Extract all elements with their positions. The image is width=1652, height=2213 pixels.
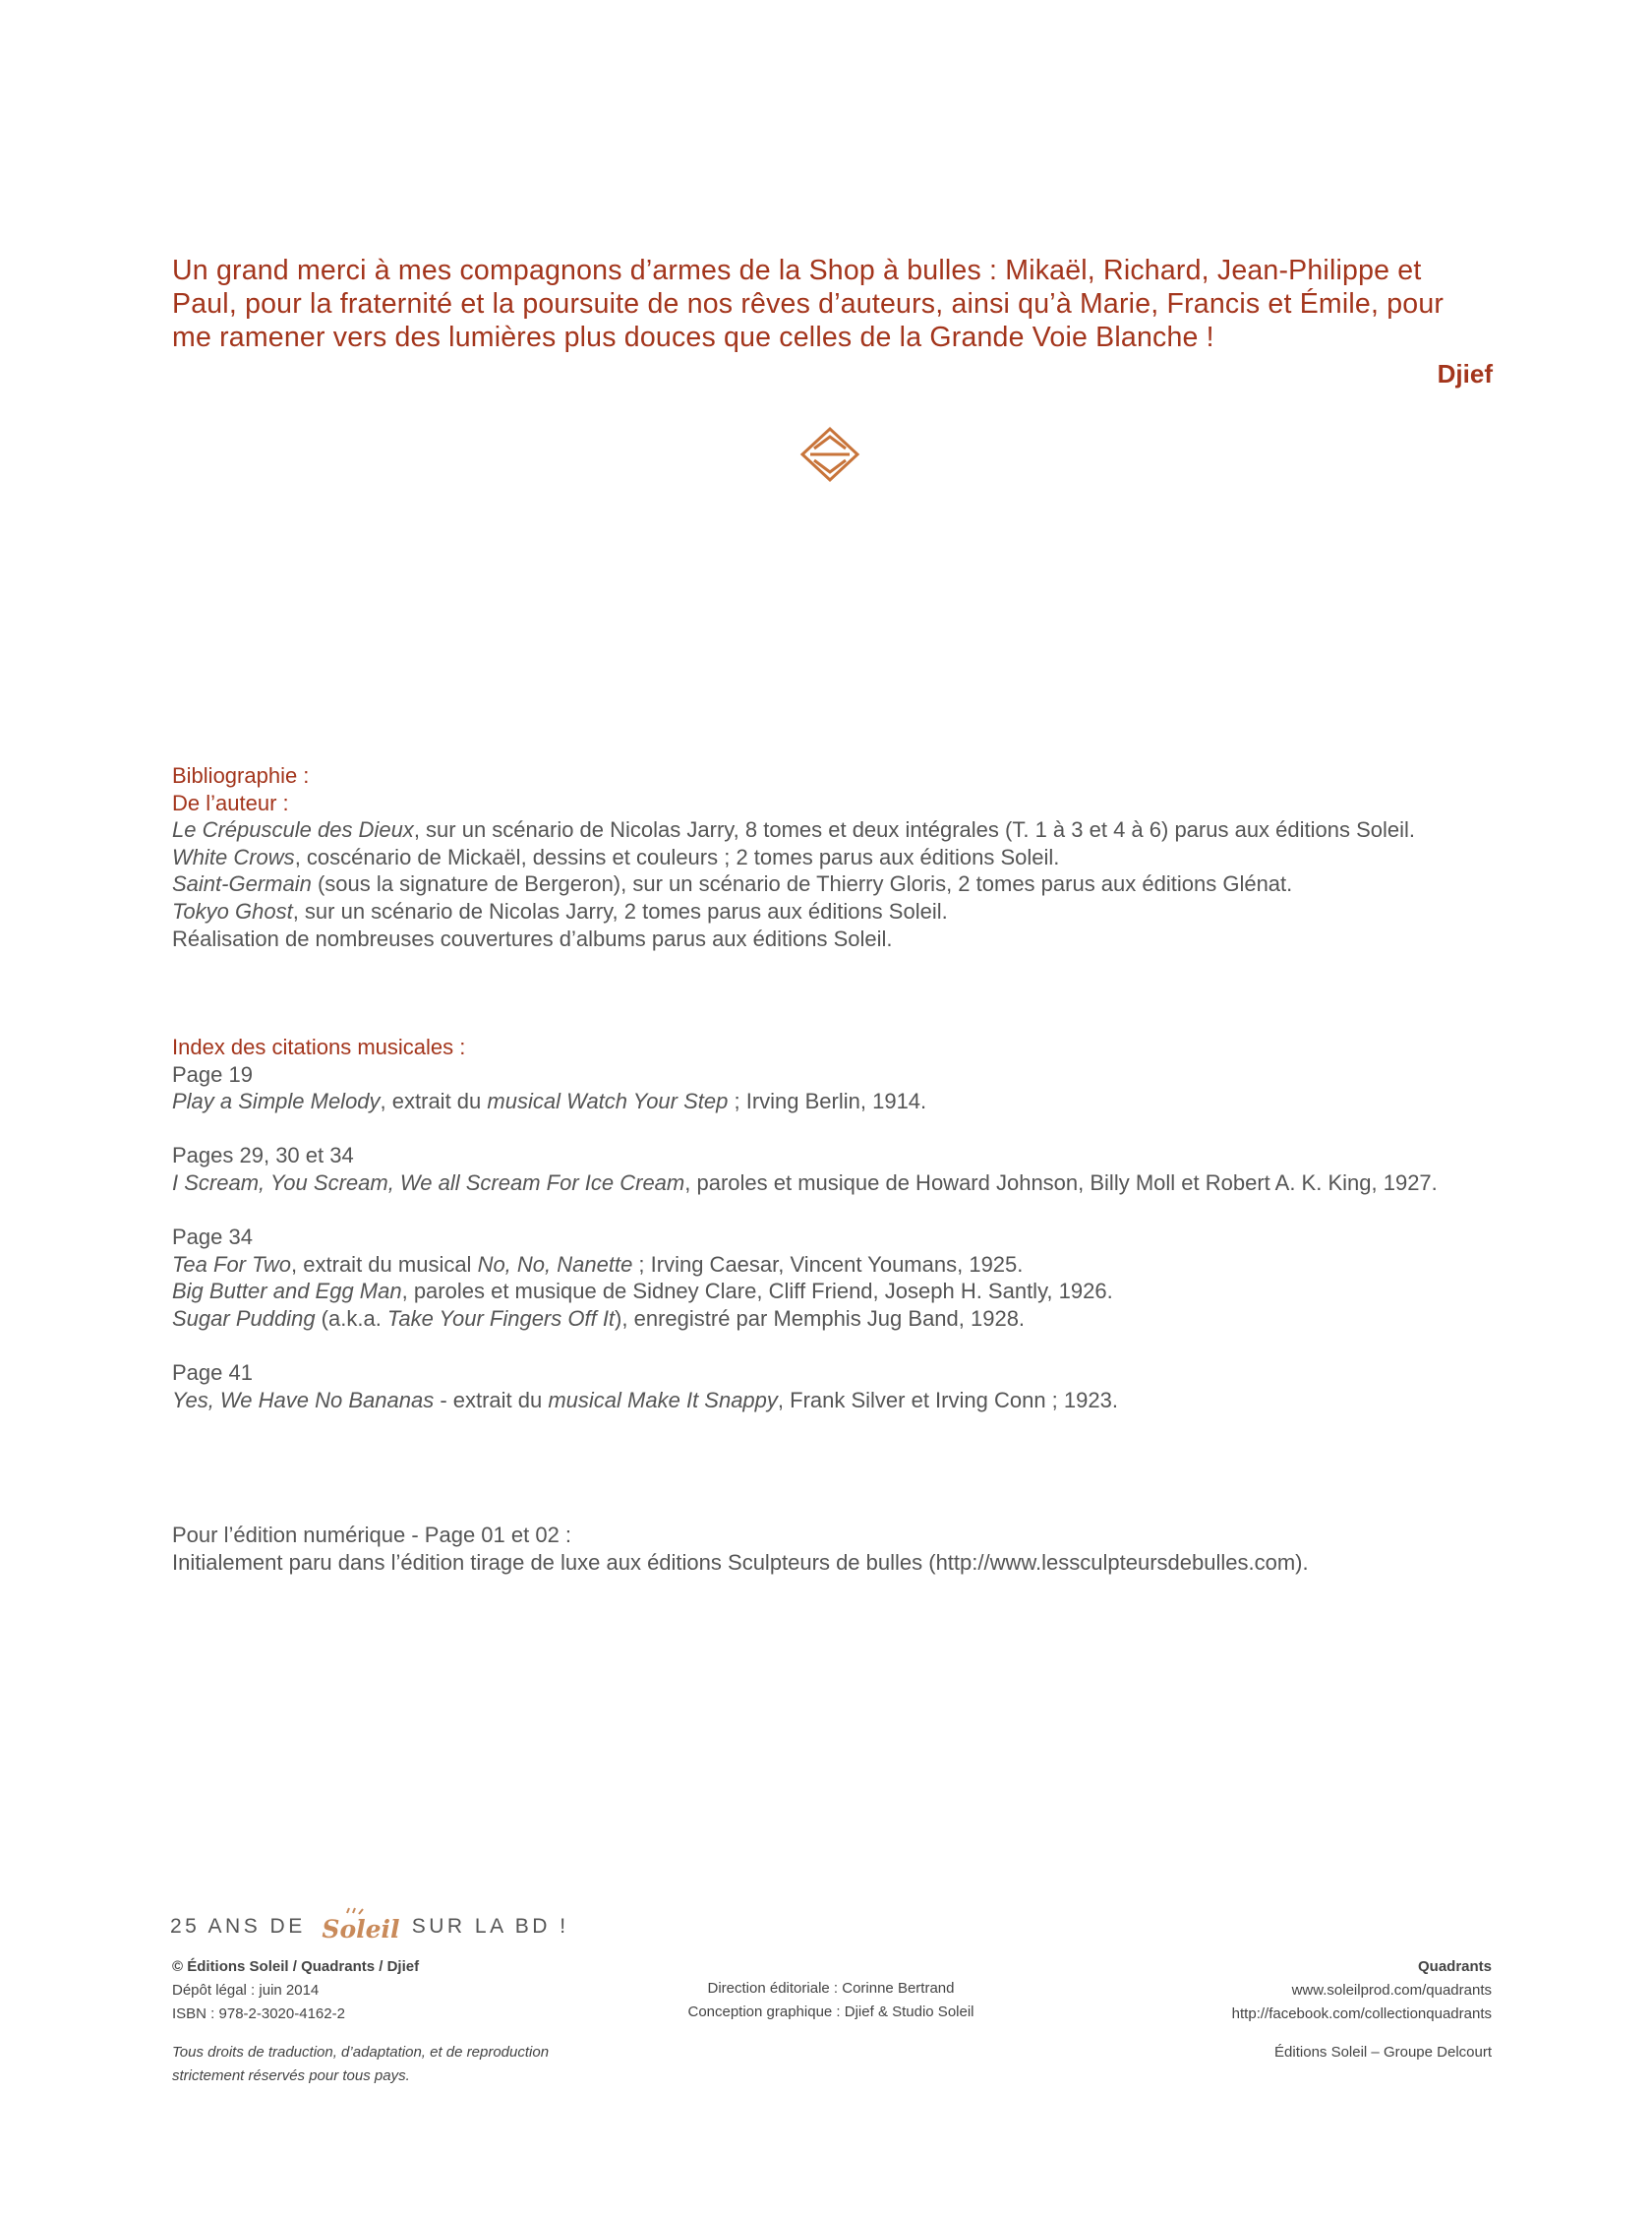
bibliography-subheading: De l’auteur : <box>172 790 289 815</box>
bibliography-entry <box>172 816 1509 844</box>
acknowledgements-line-3: me ramener vers des lumières plus douces que celles de la Grande Voie Blanche ! <box>172 322 1214 353</box>
work-details: , sur un scénario de Nicolas Jarry, 2 tomes parus aux éditions Soleil. <box>292 898 948 924</box>
citation-entry <box>172 1251 1509 1279</box>
song-title: I Scream, You Scream, We all Scream For Ice Cream <box>172 1169 685 1195</box>
citation-entry <box>172 1387 1509 1414</box>
song-title: Yes, We Have No Bananas <box>172 1387 435 1412</box>
bibliography-entry <box>172 898 1509 926</box>
work-title: Le Crépuscule des Dieux <box>172 817 414 843</box>
signature: Djief <box>1437 359 1493 389</box>
publisher-group: Éditions Soleil – Groupe Delcourt <box>1274 2044 1492 2061</box>
slogan-before: 25 ANS DE <box>170 1915 306 1938</box>
citation-mid: , extrait du <box>380 1089 488 1114</box>
song-title: Tea For Two <box>172 1251 292 1277</box>
page-reference: Page 34 <box>172 1225 253 1250</box>
rights-notice <box>172 2041 549 2088</box>
bibliography-entry <box>172 926 1509 953</box>
citation-source: musical Make It Snappy <box>548 1387 778 1412</box>
acknowledgements-line-1: Un grand merci à mes compagnons d’armes de la Shop à bulles : Mikaël, Richard, Jean-Philippe et <box>172 255 1422 286</box>
bibliography-heading: Bibliographie : <box>172 763 310 788</box>
bibliography-entry <box>172 844 1509 871</box>
work-title: Saint-Germain <box>172 871 312 897</box>
isbn: ISBN : 978-2-3020-4162-2 <box>172 2005 345 2022</box>
music-index-heading: Index des citations musicales : <box>172 1035 466 1059</box>
citation-entry <box>172 1278 1509 1305</box>
citation-details: ; Irving Caesar, Vincent Youmans, 1925. <box>632 1251 1024 1277</box>
graphic-design: Conception graphique : Djief & Studio Soleil <box>687 2004 974 2020</box>
collection-name: Quadrants <box>1417 1958 1492 1975</box>
digital-edition-heading: Pour l’édition numérique - Page 01 et 02 : <box>172 1523 572 1547</box>
copyright: © Éditions Soleil / Quadrants / Djief <box>172 1958 420 1975</box>
work-title: Tokyo Ghost <box>172 898 293 924</box>
citation-details: , Frank Silver et Irving Conn ; 1923. <box>777 1387 1118 1412</box>
legal-info <box>172 1955 419 2026</box>
digital-edition-text: Initialement paru dans l’édition tirage de luxe aux éditions Sculpteurs de bulles (http://www.lessculpteursdebulles.com). <box>172 1549 1309 1575</box>
acknowledgements <box>172 254 1495 354</box>
rights-line-1: Tous droits de traduction, d’adaptation, et de reproduction <box>172 2044 550 2061</box>
legal-deposit: Dépôt légal : juin 2014 <box>172 1982 320 1999</box>
song-title: Sugar Pudding <box>172 1305 316 1331</box>
work-details: , coscénario de Mickaël, dessins et couleurs ; 2 tomes parus aux éditions Soleil. <box>294 844 1060 869</box>
song-title: Big Butter and Egg Man <box>172 1279 402 1304</box>
song-title: Play a Simple Melody <box>172 1089 381 1114</box>
work-details: Réalisation de nombreuses couvertures d’albums parus aux éditions Soleil. <box>172 926 893 951</box>
citation-source: Take Your Fingers Off It <box>386 1305 616 1331</box>
citation-mid: , extrait du musical <box>291 1251 478 1277</box>
digital-edition-note <box>172 1522 1509 1576</box>
citation-mid: , paroles et musique de Sidney Clare, Cliff Friend, Joseph H. Santly, 1926. <box>401 1279 1113 1304</box>
bibliography-entry <box>172 870 1509 898</box>
citation-mid: - extrait du <box>434 1387 549 1412</box>
work-title: White Crows <box>172 844 295 869</box>
citation-entry <box>172 1169 1509 1197</box>
page-reference: Page 19 <box>172 1061 253 1087</box>
citation-source: musical Watch Your Step <box>487 1089 729 1114</box>
editorial-direction: Direction éditoriale : Corinne Bertrand <box>707 1980 955 1997</box>
citation-mid: (a.k.a. <box>315 1305 387 1331</box>
rights-line-2: strictement réservés pour tous pays. <box>172 2067 410 2084</box>
anniversary-slogan <box>170 1912 569 1942</box>
page-reference: Pages 29, 30 et 34 <box>172 1143 354 1168</box>
facebook-link: http://facebook.com/collectionquadrants <box>1231 2005 1492 2022</box>
citation-source: No, No, Nanette <box>477 1251 633 1277</box>
bibliography-section <box>172 762 1509 952</box>
citation-mid: , paroles et musique de Howard Johnson, Billy Moll et Robert A. K. King, 1927. <box>684 1169 1438 1195</box>
citation-entry <box>172 1305 1509 1333</box>
citation-details: ; Irving Berlin, 1914. <box>728 1089 927 1114</box>
soleil-logo-text: Soleil <box>322 1915 400 1944</box>
acknowledgements-line-2: Paul, pour la fraternité et la poursuite de nos rêves d’auteurs, ainsi qu’à Marie, Francis et Émile, pour <box>172 288 1445 320</box>
work-details: , sur un scénario de Nicolas Jarry, 8 tomes et deux intégrales (T. 1 à 3 et 4 à 6) parus aux éditions Soleil. <box>413 817 1416 843</box>
credits <box>649 1977 1013 2024</box>
double-chevron-diamond-icon <box>798 425 861 484</box>
page-reference: Page 41 <box>172 1360 253 1386</box>
website-link: www.soleilprod.com/quadrants <box>1291 1982 1492 1999</box>
soleil-logo <box>320 1907 402 1946</box>
citation-details: ), enregistré par Memphis Jug Band, 1928. <box>615 1305 1026 1331</box>
work-details: (sous la signature de Bergeron), sur un scénario de Thierry Gloris, 2 tomes parus aux éditions Glénat. <box>311 871 1293 897</box>
publisher-links <box>1232 1955 1492 2026</box>
slogan-after: SUR LA BD ! <box>411 1915 569 1938</box>
citation-entry <box>172 1088 1509 1115</box>
music-index-section <box>172 1034 1509 1413</box>
